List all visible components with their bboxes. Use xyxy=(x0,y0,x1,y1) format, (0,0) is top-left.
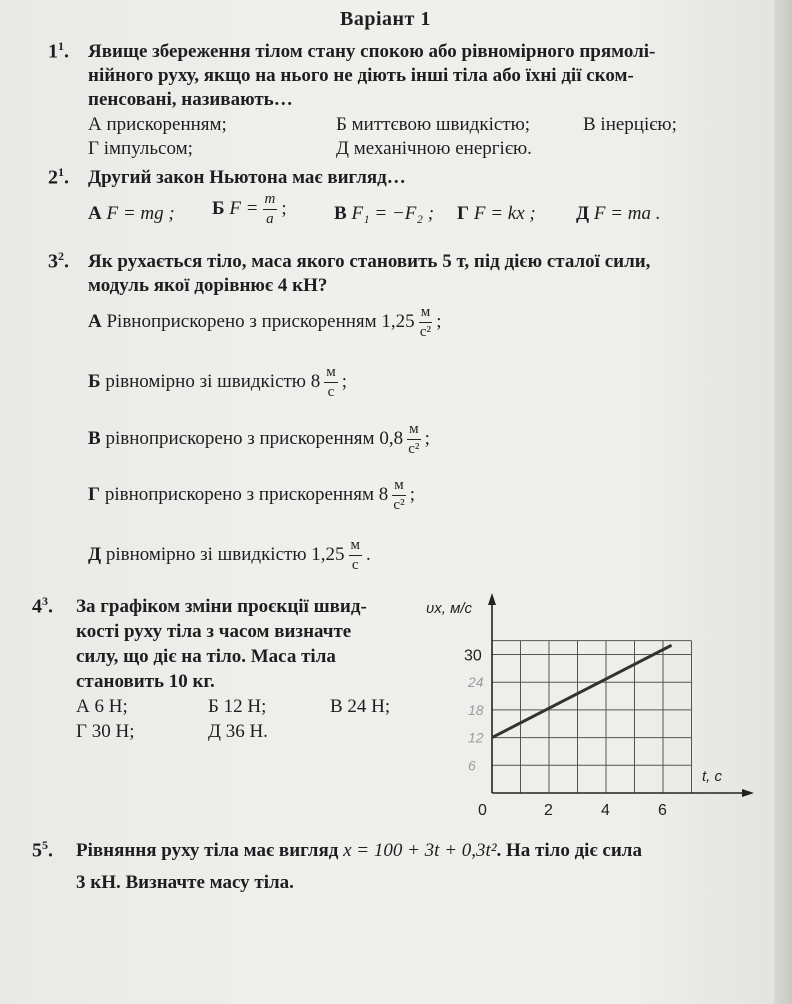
q2-number: $2^1$. xyxy=(48,165,69,189)
q3-option-a: А Рівноприскорено з прискоренням 1,25 $\frac{м}{\text{с²}}$ ; xyxy=(88,304,442,340)
y-tick-handwritten: 12 xyxy=(468,729,484,746)
x-tick-label: 0 xyxy=(478,802,487,819)
graph-axes xyxy=(488,593,754,797)
q1-line-1: Явище збереження тілом стану спокою або рівномірного прямолі- xyxy=(88,41,656,62)
page-edge xyxy=(774,0,792,1004)
q3-option-b: Б рівномірно зі швидкістю 8 $\frac{м}{с}$ ; xyxy=(88,364,348,400)
q4-line-1: За графіком зміни проєкції швид- xyxy=(76,596,367,617)
q4-number: $4^3$. xyxy=(32,594,53,618)
q4-line-3: силу, що діє на тіло. Маса тіла xyxy=(76,646,336,667)
y-tick-handwritten: 18 xyxy=(468,701,484,718)
q2-text: Другий закон Ньютона має вигляд… xyxy=(88,167,406,188)
y-axis-label: υx, м/с xyxy=(426,600,473,617)
q1-option-v: В інерцією; xyxy=(583,114,677,135)
x-tick-label: 4 xyxy=(601,802,610,819)
x-axis-label: t, с xyxy=(702,768,723,785)
q4-option-v: В 24 Н; xyxy=(330,696,391,717)
y-tick-handwritten: 6 xyxy=(468,757,476,774)
variant-title: Варіант 1 xyxy=(340,8,431,30)
x-axis-arrow xyxy=(742,789,754,797)
q3-option-d: Д рівномірно зі швидкістю 1,25 $\frac{м}{с}$ . xyxy=(88,537,371,573)
y-tick-label: 30 xyxy=(464,647,482,665)
q4-option-g: Г 30 Н; xyxy=(76,721,135,742)
velocity-line xyxy=(492,645,672,737)
q1-option-g: Г імпульсом; xyxy=(88,138,193,159)
x-tick-label: 2 xyxy=(544,802,553,819)
y-tick-handwritten: 24 xyxy=(468,674,484,691)
q2-option-a: А F = mg ; xyxy=(88,203,175,224)
q1-line-2: нійного руху, якщо на нього не діють інші тіла або їхні дії ском- xyxy=(88,65,634,86)
q2-option-d: Д F = ma . xyxy=(576,203,661,224)
q4-line-2: кості руху тіла з часом визначте xyxy=(76,621,352,642)
q3-option-v: В рівноприскорено з прискоренням 0,8 $\frac{м}{\text{с²}}$ ; xyxy=(88,421,430,457)
q4-option-a: А 6 Н; xyxy=(76,696,128,717)
q4-option-d: Д 36 Н. xyxy=(208,721,268,742)
q5-line-1: Рівняння руху тіла має вигляд x = 100 + 3t + 0,3t². На тіло діє сила xyxy=(76,840,642,861)
q4-line-4: становить 10 кг. xyxy=(76,671,215,692)
q2-option-b: Б F = $\frac{m}{a}$ ; xyxy=(212,191,287,227)
q3-line-2: модуль якої дорівнює 4 кН? xyxy=(88,275,328,296)
q3-option-g: Г рівноприскорено з прискоренням 8 $\frac{м}{\text{с²}}$ ; xyxy=(88,477,416,513)
graph-grid xyxy=(492,641,692,793)
q1-option-b: Б миттєвою швидкістю; xyxy=(336,114,531,135)
x-tick-label: 6 xyxy=(658,802,667,819)
q5-line-2: 3 кН. Визначте масу тіла. xyxy=(76,872,294,893)
q2-option-v: В F₁ = −F₂ ; xyxy=(334,203,435,224)
q1-option-a: А прискоренням; xyxy=(88,114,227,135)
q1-number: $1^1$. xyxy=(48,39,69,63)
q4-option-b: Б 12 Н; xyxy=(208,696,267,717)
q2-option-g: Г F = kx ; xyxy=(457,203,536,224)
q3-line-1: Як рухається тіло, маса якого становить 5 т, під дією сталої сили, xyxy=(88,251,651,272)
y-axis-arrow xyxy=(488,593,496,605)
q1-line-3: пенсовані, називають… xyxy=(88,89,293,110)
q5-number: $5^5$. xyxy=(32,838,53,862)
q3-number: $3^2$. xyxy=(48,249,69,273)
velocity-time-graph xyxy=(420,585,760,825)
q1-option-d: Д механічною енергією. xyxy=(336,138,532,159)
